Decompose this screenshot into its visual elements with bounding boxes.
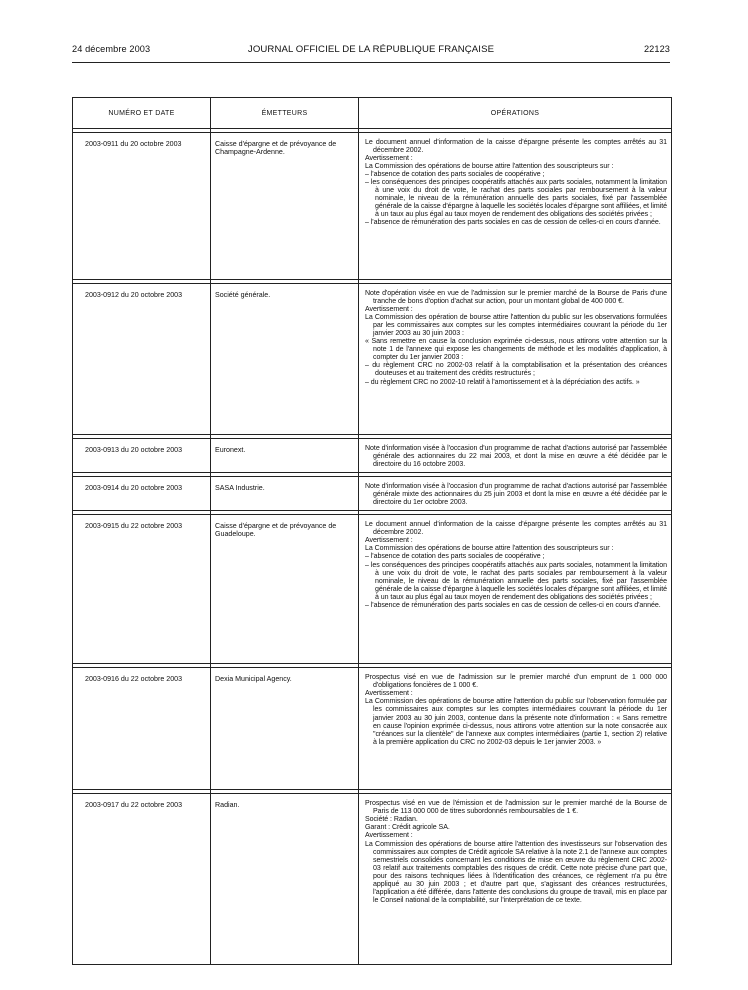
table-row — [73, 794, 672, 965]
emetteur-text: SASA Industrie. — [215, 484, 265, 493]
operations-text — [359, 439, 671, 472]
operations-paragraph: La Commission des opérations de bourse attire l'attention des souscripteurs sur : — [365, 163, 614, 171]
table-header-row — [73, 98, 672, 129]
operations-text — [359, 668, 671, 749]
operations-paragraph: Avertissement : — [365, 832, 413, 840]
emetteur-text: Dexia Municipal Agency. — [215, 675, 292, 684]
operations-list-item: – l'absence de rémunération des parts sociales en cas de cession de celles-ci en cours d'année. — [365, 601, 661, 609]
table-body — [73, 129, 672, 965]
operations-list-item: – du règlement CRC no 2002-10 relatif à l'amortissement et à la dépréciation des actifs. » — [365, 378, 640, 386]
emetteur-cell — [211, 477, 359, 511]
numero-text: 2003-0912 du 20 octobre 2003 — [85, 291, 183, 299]
operations-cell — [359, 515, 672, 664]
numero-cell — [73, 133, 211, 280]
emetteur-cell — [211, 668, 359, 790]
col-header-emetteurs: ÉMETTEURS — [211, 98, 359, 129]
operations-paragraph: Garant : Crédit agricole SA. — [365, 824, 450, 832]
operations-text — [359, 133, 671, 231]
emetteur-cell — [211, 133, 359, 280]
page-header — [72, 44, 670, 58]
emetteur-text: Caisse d'épargne et de prévoyance de Champagne-Ardenne. — [215, 140, 337, 157]
operations-paragraph: Avertissement : — [365, 690, 413, 698]
operations-paragraph: « Sans remettre en cause la conclusion exprimée ci-dessus, nous attirons votre attention sur la note 1 de l'annexe qui expose les changements de méthode et les modalités d'application, à compter du 1er janvier 2003 : — [365, 338, 667, 362]
numero-cell — [73, 668, 211, 790]
operations-paragraph: La Commission des opération de bourse attire l'attention du public sur les observations formulées par les commissaires aux comptes sur les comptes intermédiaires couvrant la période du 1er janvier 2003 au 30 juin 2003 : — [365, 314, 667, 338]
operations-cell — [359, 668, 672, 790]
header-date: 24 décembre 2003 — [72, 44, 151, 54]
emetteur-text: Caisse d'épargne et de prévoyance de Guadeloupe. — [215, 522, 337, 539]
operations-paragraph: Avertissement : — [365, 155, 413, 163]
numero-text: 2003-0913 du 20 octobre 2003 — [85, 446, 183, 454]
operations-table — [72, 97, 672, 965]
operations-paragraph: Société : Radian. — [365, 816, 418, 824]
operations-cell — [359, 284, 672, 435]
emetteur-cell — [211, 439, 359, 473]
operations-paragraph: Note d'information visée à l'occasion d'un programme de rachat d'actions autorisé par l'assemblée générale mixte des actionnaires du 25 juin 2003 et dont la mise en œuvre a été décidée par le directoire du 1er octobre 2003. — [365, 483, 667, 507]
emetteur-cell — [211, 515, 359, 664]
header-rule — [72, 62, 670, 63]
operations-list-item: – les conséquences des principes coopératifs attachés aux parts sociales, notamment la limitation à une voix du droit de vote, le rachat des parts sociales par remboursement à la valeur nominale, le niveau de la rémunération annuelle des parts sociales, fixé par l'assemblée générale de la caisse d'épargne à laquelle les sociétés locales d'épargne sont affiliées, et limité à un taux au plus égal au taux moyen de rendement des obligations des sociétés privées ; — [365, 179, 667, 219]
numero-text: 2003-0914 du 20 octobre 2003 — [85, 484, 183, 493]
operations-paragraph: Le document annuel d'information de la caisse d'épargne présente les comptes arrêtés au 31 décembre 2002. — [365, 139, 667, 155]
table-row — [73, 284, 672, 435]
emetteur-cell — [211, 284, 359, 435]
numero-cell — [73, 284, 211, 435]
numero-text: 2003-0911 du 20 octobre 2003 — [85, 140, 182, 148]
numero-cell — [73, 477, 211, 511]
numero-cell — [73, 439, 211, 473]
operations-paragraph: La Commission des opérations de bourse attire l'attention des souscripteurs sur : — [365, 545, 614, 553]
emetteur-cell — [211, 794, 359, 965]
col-header-numero: NUMÉRO ET DATE — [73, 98, 211, 129]
operations-list-item: – les conséquences des principes coopératifs attachés aux parts sociales, notamment la limitation à une voix du droit de vote, le rachat des parts sociales par remboursement à la valeur nominale, le niveau de la rémunération annuelle des parts sociales, fixé par l'assemblée générale de la caisse d'épargne à laquelle les sociétés locales d'épargne sont affiliées, et limité à un taux au plus égal au taux moyen de rendement des obligations des sociétés privées ; — [365, 561, 667, 601]
emetteur-text: Euronext. — [215, 446, 246, 454]
table-row — [73, 439, 672, 473]
table-row — [73, 477, 672, 511]
operations-paragraph: Prospectus visé en vue de l'émission et de l'admission sur le premier marché de la Bourse de Paris de 113 000 000 de titres subordonnés remboursables de 1 €. — [365, 800, 667, 816]
col-header-operations: OPÉRATIONS — [359, 98, 672, 129]
operations-paragraph: Note d'information visée à l'occasion d'un programme de rachat d'actions autorisé par l'assemblée générale des actionnaires du 22 mai 2003, et dont la mise en œuvre a été décidée par le directoire du 16 octobre 2003. — [365, 445, 667, 469]
operations-paragraph: Avertissement : — [365, 537, 413, 545]
numero-cell — [73, 794, 211, 965]
operations-cell — [359, 794, 672, 965]
emetteur-text: Radian. — [215, 801, 240, 810]
operations-text — [359, 477, 671, 510]
operations-cell — [359, 439, 672, 473]
operations-list-item: – l'absence de rémunération des parts sociales en cas de cession de celles-ci en cours d'année. — [365, 219, 661, 227]
operations-paragraph: Le document annuel d'information de la caisse d'épargne présente les comptes arrêtés au 31 décembre 2002. — [365, 521, 667, 537]
header-journal-title: JOURNAL OFFICIEL DE LA RÉPUBLIQUE FRANÇAISE — [247, 44, 495, 55]
operations-list-item: – l'absence de cotation des parts sociales de coopérative ; — [365, 553, 545, 561]
header-page-number: 22123 — [643, 44, 670, 54]
operations-list-item: – l'absence de cotation des parts sociales de coopérative ; — [365, 171, 545, 179]
operations-text — [359, 794, 671, 908]
operations-text — [359, 515, 671, 613]
operations-paragraph: Note d'opération visée en vue de l'admission sur le premier marché de la Bourse de Paris d'une tranche de bons d'option d'achat sur action, pour un montant global de 400 000 €. — [365, 290, 667, 306]
operations-paragraph: La Commission des opérations de bourse attire l'attention du public sur l'observation formulée par les commissaires aux comptes sur les comptes intermédiaires couvrant la période du 1er janvier 2003 au 30 juin 2003, contenue dans la présente note d'information : « Sans remettre en cause l'opinion exprimée ci-dessus, nous attirons votre attention sur la note consacrée aux "créances sur la clientèle" de l'annexe aux comptes intermédiaires (partie 1, section 2) relative à la première application du CRC no 2002-03 depuis le 1er janvier 2003. » — [365, 698, 667, 746]
operations-paragraph: Avertissement : — [365, 306, 413, 314]
operations-paragraph: Prospectus visé en vue de l'admission sur le premier marché d'un emprunt de 1 000 000 d'obligations foncières de 1 000 €. — [365, 674, 667, 690]
operations-cell — [359, 477, 672, 511]
numero-text: 2003-0917 du 22 octobre 2003 — [85, 801, 183, 810]
table-row — [73, 133, 672, 280]
operations-list-item: – du règlement CRC no 2002-03 relatif à la comptabilisation et la présentation des créances douteuses et au traitement des crédits restructurés ; — [365, 362, 667, 378]
table-row — [73, 668, 672, 790]
table-row — [73, 515, 672, 664]
operations-paragraph: La Commission des opérations de bourse attire l'attention des investisseurs sur l'observation des commissaires aux comptes de Crédit agricole SA relative à la note 2.1 de l'annexe aux comptes semestriels consolidés concernant les conditions de mise en œuvre du règlement CRC 2002-03 relatif aux traitements comptables des risques de crédit. Cette note précise d'une part que, pour des raisons techniques liées à l'identification des créances, ce règlement n'a pu être appliqué au 30 juin 2003 ; et d'autre part que, s'agissant des créances restructurées, l'application a été différée, dans l'attente des conclusions du groupe de travail, mis en place par le Conseil national de la comptabilité, sur l'interprétation de ce texte. — [365, 840, 667, 904]
numero-text: 2003-0915 du 22 octobre 2003 — [85, 522, 183, 531]
emetteur-text: Société générale. — [215, 291, 271, 299]
numero-text: 2003-0916 du 22 octobre 2003 — [85, 675, 183, 684]
numero-cell — [73, 515, 211, 664]
operations-text — [359, 284, 671, 390]
operations-cell — [359, 133, 672, 280]
